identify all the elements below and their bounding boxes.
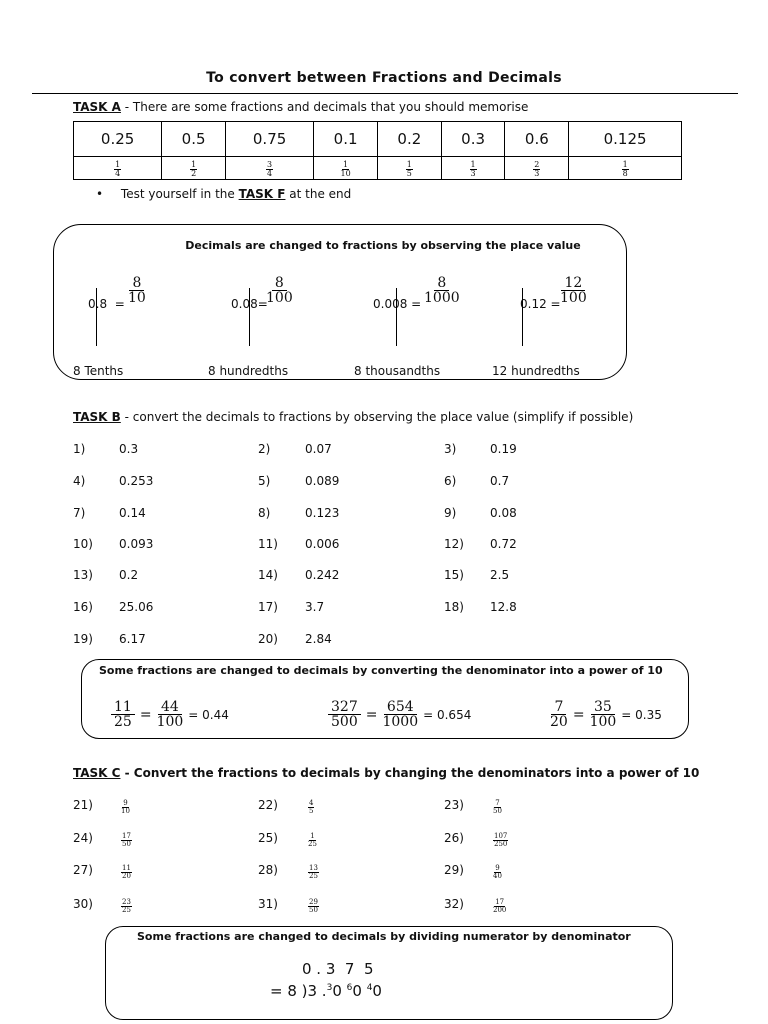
question-number: 21) [73, 798, 93, 812]
denominator: 10 [121, 807, 130, 815]
denominator: 250 [494, 840, 508, 848]
division-digit: 0 [372, 982, 382, 1000]
question-fraction [308, 830, 317, 849]
denominator: 50 [309, 906, 318, 914]
page-title: To convert between Fractions and Decimals [206, 70, 562, 86]
question-fraction [493, 896, 506, 915]
question-fraction [493, 830, 508, 849]
place-value-label: 8 thousandths [354, 364, 441, 378]
fraction-cell [505, 157, 569, 180]
question-value: 0.242 [305, 568, 340, 582]
question-number: 6) [444, 474, 457, 488]
fraction-example [424, 276, 460, 305]
numerator: 4 [309, 799, 314, 807]
denominator: 10 [340, 168, 351, 178]
place-value-label: 12 hundredths [492, 364, 580, 378]
question-value: 0.08 [490, 506, 517, 520]
question-number: 24) [73, 831, 93, 845]
power-of-ten-example [111, 700, 229, 729]
fraction-cell [377, 157, 441, 180]
numerator: 17 [122, 832, 131, 840]
task-c-text: - Convert the fractions to decimals by changing the denominators into a power of 10 [120, 766, 700, 780]
numerator: 8 [129, 276, 144, 291]
denominator: 50 [122, 840, 131, 848]
place-value-marker [396, 288, 397, 346]
denominator: 100 [156, 714, 184, 730]
question-number: 7) [73, 506, 86, 520]
denominator: 1000 [424, 290, 460, 306]
question-value: 25.06 [119, 600, 154, 614]
task-a-text: - There are some fractions and decimals that you should memorise [120, 100, 529, 114]
denominator: 200 [493, 906, 507, 914]
decimal-cell: 0.1 [314, 122, 378, 157]
question-value: 0.2 [119, 568, 139, 582]
question-number: 5) [258, 474, 271, 488]
question-number: 9) [444, 506, 457, 520]
carry-digit: 3 [326, 983, 333, 993]
question-number: 10) [73, 537, 93, 551]
question-value: 6.17 [119, 632, 146, 646]
numerator: 654 [384, 700, 417, 715]
task-b-label: TASK B [73, 410, 121, 424]
denominator: 4 [115, 168, 121, 178]
question-fraction [493, 797, 502, 816]
division-divisor: = 8 )3 . [270, 982, 327, 1000]
denominator: 8 [622, 168, 628, 178]
numerator: 1 [406, 159, 412, 169]
question-value: 0.089 [305, 474, 340, 488]
numerator: 17 [495, 898, 505, 906]
question-number: 8) [258, 506, 271, 520]
denominator: 50 [493, 807, 502, 815]
numerator: 1 [310, 832, 315, 840]
bullet-text-post: at the end [285, 187, 352, 201]
decimal-cell: 0.25 [74, 122, 162, 157]
question-number: 23) [444, 798, 464, 812]
bullet-icon: • [96, 187, 104, 201]
question-number: 2) [258, 442, 271, 456]
carry-digit: 6 [346, 983, 353, 993]
question-number: 14) [258, 568, 278, 582]
decimals-row [74, 122, 682, 157]
question-number: 19) [73, 632, 93, 646]
fraction-example [560, 276, 587, 305]
decimal-cell: 0.5 [162, 122, 226, 157]
place-value-label: 8 Tenths [73, 364, 124, 378]
numerator: 23 [122, 898, 131, 906]
decimal-cell: 0.3 [441, 122, 505, 157]
question-fraction [308, 862, 319, 881]
question-value: 0.093 [119, 537, 154, 551]
decimal-result: = 0.654 [423, 707, 472, 722]
fraction-cell [74, 157, 162, 180]
question-fraction [308, 797, 314, 816]
question-value: 0.006 [305, 537, 340, 551]
question-value: 0.123 [305, 506, 340, 520]
question-value: 0.253 [119, 474, 154, 488]
numerator: 1 [191, 159, 197, 169]
place-value-label: 8 hundredths [208, 364, 289, 378]
question-number: 29) [444, 863, 464, 877]
division-quotient: 0 . 3 7 5 [302, 960, 374, 978]
equals-sign: = [572, 706, 585, 723]
task-a-instruction [73, 100, 528, 114]
fraction-example [266, 276, 293, 305]
decimal-cell: 0.2 [377, 122, 441, 157]
power-of-ten-example [550, 700, 662, 729]
denominator: 10 [128, 290, 146, 306]
equals-sign: = [365, 706, 378, 723]
place-value-marker [249, 288, 250, 346]
question-value: 0.3 [119, 442, 139, 456]
numerator: 9 [495, 864, 500, 872]
numerator: 327 [328, 700, 361, 715]
question-value: 0.19 [490, 442, 517, 456]
denominator: 100 [589, 714, 617, 730]
denominator: 25 [309, 872, 318, 880]
question-number: 15) [444, 568, 464, 582]
equals-sign: = [139, 706, 152, 723]
decimal-example: 0.12 = [520, 297, 561, 311]
question-value: 2.5 [490, 568, 510, 582]
question-fraction [121, 797, 130, 816]
fraction-example [128, 276, 146, 305]
place-value-marker [522, 288, 523, 346]
power-of-ten-example [328, 700, 471, 729]
question-number: 11) [258, 537, 278, 551]
place-value-marker [96, 288, 97, 346]
task-c-label: TASK C [73, 766, 121, 780]
decimal-example [88, 297, 125, 311]
decimal-result: = 0.44 [188, 707, 229, 722]
task-a-bullet [96, 187, 351, 201]
question-number: 16) [73, 600, 93, 614]
numerator: 8 [434, 276, 449, 291]
question-value: 0.72 [490, 537, 517, 551]
numerator: 13 [309, 864, 318, 872]
numerator: 7 [551, 700, 566, 715]
denominator: 20 [550, 714, 568, 730]
numerator: 9 [123, 799, 128, 807]
carry-digit: 4 [366, 983, 373, 993]
question-fraction [121, 862, 132, 881]
question-number: 30) [73, 897, 93, 911]
task-c-instruction [73, 766, 699, 780]
numerator: 29 [309, 898, 318, 906]
question-number: 4) [73, 474, 86, 488]
question-number: 27) [73, 863, 93, 877]
question-value: 2.84 [305, 632, 332, 646]
question-fraction [493, 862, 502, 881]
numerator: 11 [111, 700, 135, 715]
question-number: 1) [73, 442, 86, 456]
decimal-result: = 0.35 [621, 707, 662, 722]
question-number: 18) [444, 600, 464, 614]
denominator: 1000 [382, 714, 419, 730]
decimal-example: 0.008 = [373, 297, 422, 311]
question-number: 3) [444, 442, 457, 456]
question-fraction [121, 896, 132, 915]
fraction-cell [441, 157, 505, 180]
denominator: 25 [114, 714, 132, 730]
denominator: 25 [308, 840, 317, 848]
question-number: 32) [444, 897, 464, 911]
task-b-instruction [73, 410, 633, 424]
numerator: 12 [561, 276, 585, 291]
denominator: 5 [309, 807, 314, 815]
denominator: 2 [191, 168, 197, 178]
fraction-cell [314, 157, 378, 180]
denominator: 40 [493, 872, 502, 880]
numerator: 1 [115, 159, 121, 169]
numerator: 8 [272, 276, 287, 291]
power-of-ten-heading: Some fractions are changed to decimals by converting the denominator into a power of 10 [99, 664, 663, 677]
fraction-cell [225, 157, 313, 180]
decimal-cell: 0.75 [225, 122, 313, 157]
denominator: 3 [470, 168, 476, 178]
decimal-example: 0.08= [231, 297, 268, 311]
question-number: 26) [444, 831, 464, 845]
numerator: 1 [622, 159, 628, 169]
question-number: 28) [258, 863, 278, 877]
numerator: 3 [267, 159, 273, 169]
question-number: 13) [73, 568, 93, 582]
question-fraction [308, 896, 319, 915]
question-number: 31) [258, 897, 278, 911]
question-value: 12.8 [490, 600, 517, 614]
fraction-cell [162, 157, 226, 180]
memorise-table [73, 121, 682, 180]
denominator: 100 [266, 290, 293, 306]
equals-sign: = [114, 297, 125, 311]
denominator: 5 [406, 168, 412, 178]
question-value: 3.7 [305, 600, 325, 614]
denominator: 4 [267, 168, 273, 178]
question-number: 20) [258, 632, 278, 646]
question-fraction [121, 830, 132, 849]
numerator: 1 [343, 159, 349, 169]
decimal-value: 0.8 [88, 297, 108, 311]
denominator: 3 [534, 168, 540, 178]
denominator: 25 [122, 906, 131, 914]
question-number: 17) [258, 600, 278, 614]
denominator: 500 [331, 714, 358, 730]
numerator: 2 [534, 159, 540, 169]
fractions-row [74, 157, 682, 180]
question-number: 22) [258, 798, 278, 812]
task-f-link[interactable]: TASK F [238, 187, 286, 201]
numerator: 35 [591, 700, 615, 715]
question-value: 0.07 [305, 442, 332, 456]
question-value: 0.14 [119, 506, 146, 520]
task-b-text: - convert the decimals to fractions by observing the place value (simplify if possible) [120, 410, 634, 424]
division-heading: Some fractions are changed to decimals by dividing numerator by denominator [137, 930, 631, 943]
task-a-label: TASK A [73, 100, 121, 114]
numerator: 11 [122, 864, 131, 872]
title-rule [32, 93, 738, 94]
denominator: 100 [560, 290, 587, 306]
numerator: 7 [495, 799, 500, 807]
bullet-text-pre: Test yourself in the [120, 187, 239, 201]
question-value: 0.7 [490, 474, 510, 488]
numerator: 44 [158, 700, 182, 715]
place-value-heading: Decimals are changed to fractions by observing the place value [185, 239, 581, 252]
numerator: 1 [470, 159, 476, 169]
division-digit: 0 [332, 982, 347, 1000]
question-number: 25) [258, 831, 278, 845]
denominator: 20 [122, 872, 131, 880]
numerator: 107 [494, 832, 508, 840]
division-working [270, 982, 382, 1000]
question-number: 12) [444, 537, 464, 551]
fraction-cell [569, 157, 682, 180]
decimal-cell: 0.6 [505, 122, 569, 157]
decimal-cell: 0.125 [569, 122, 682, 157]
division-digit: 0 [352, 982, 367, 1000]
